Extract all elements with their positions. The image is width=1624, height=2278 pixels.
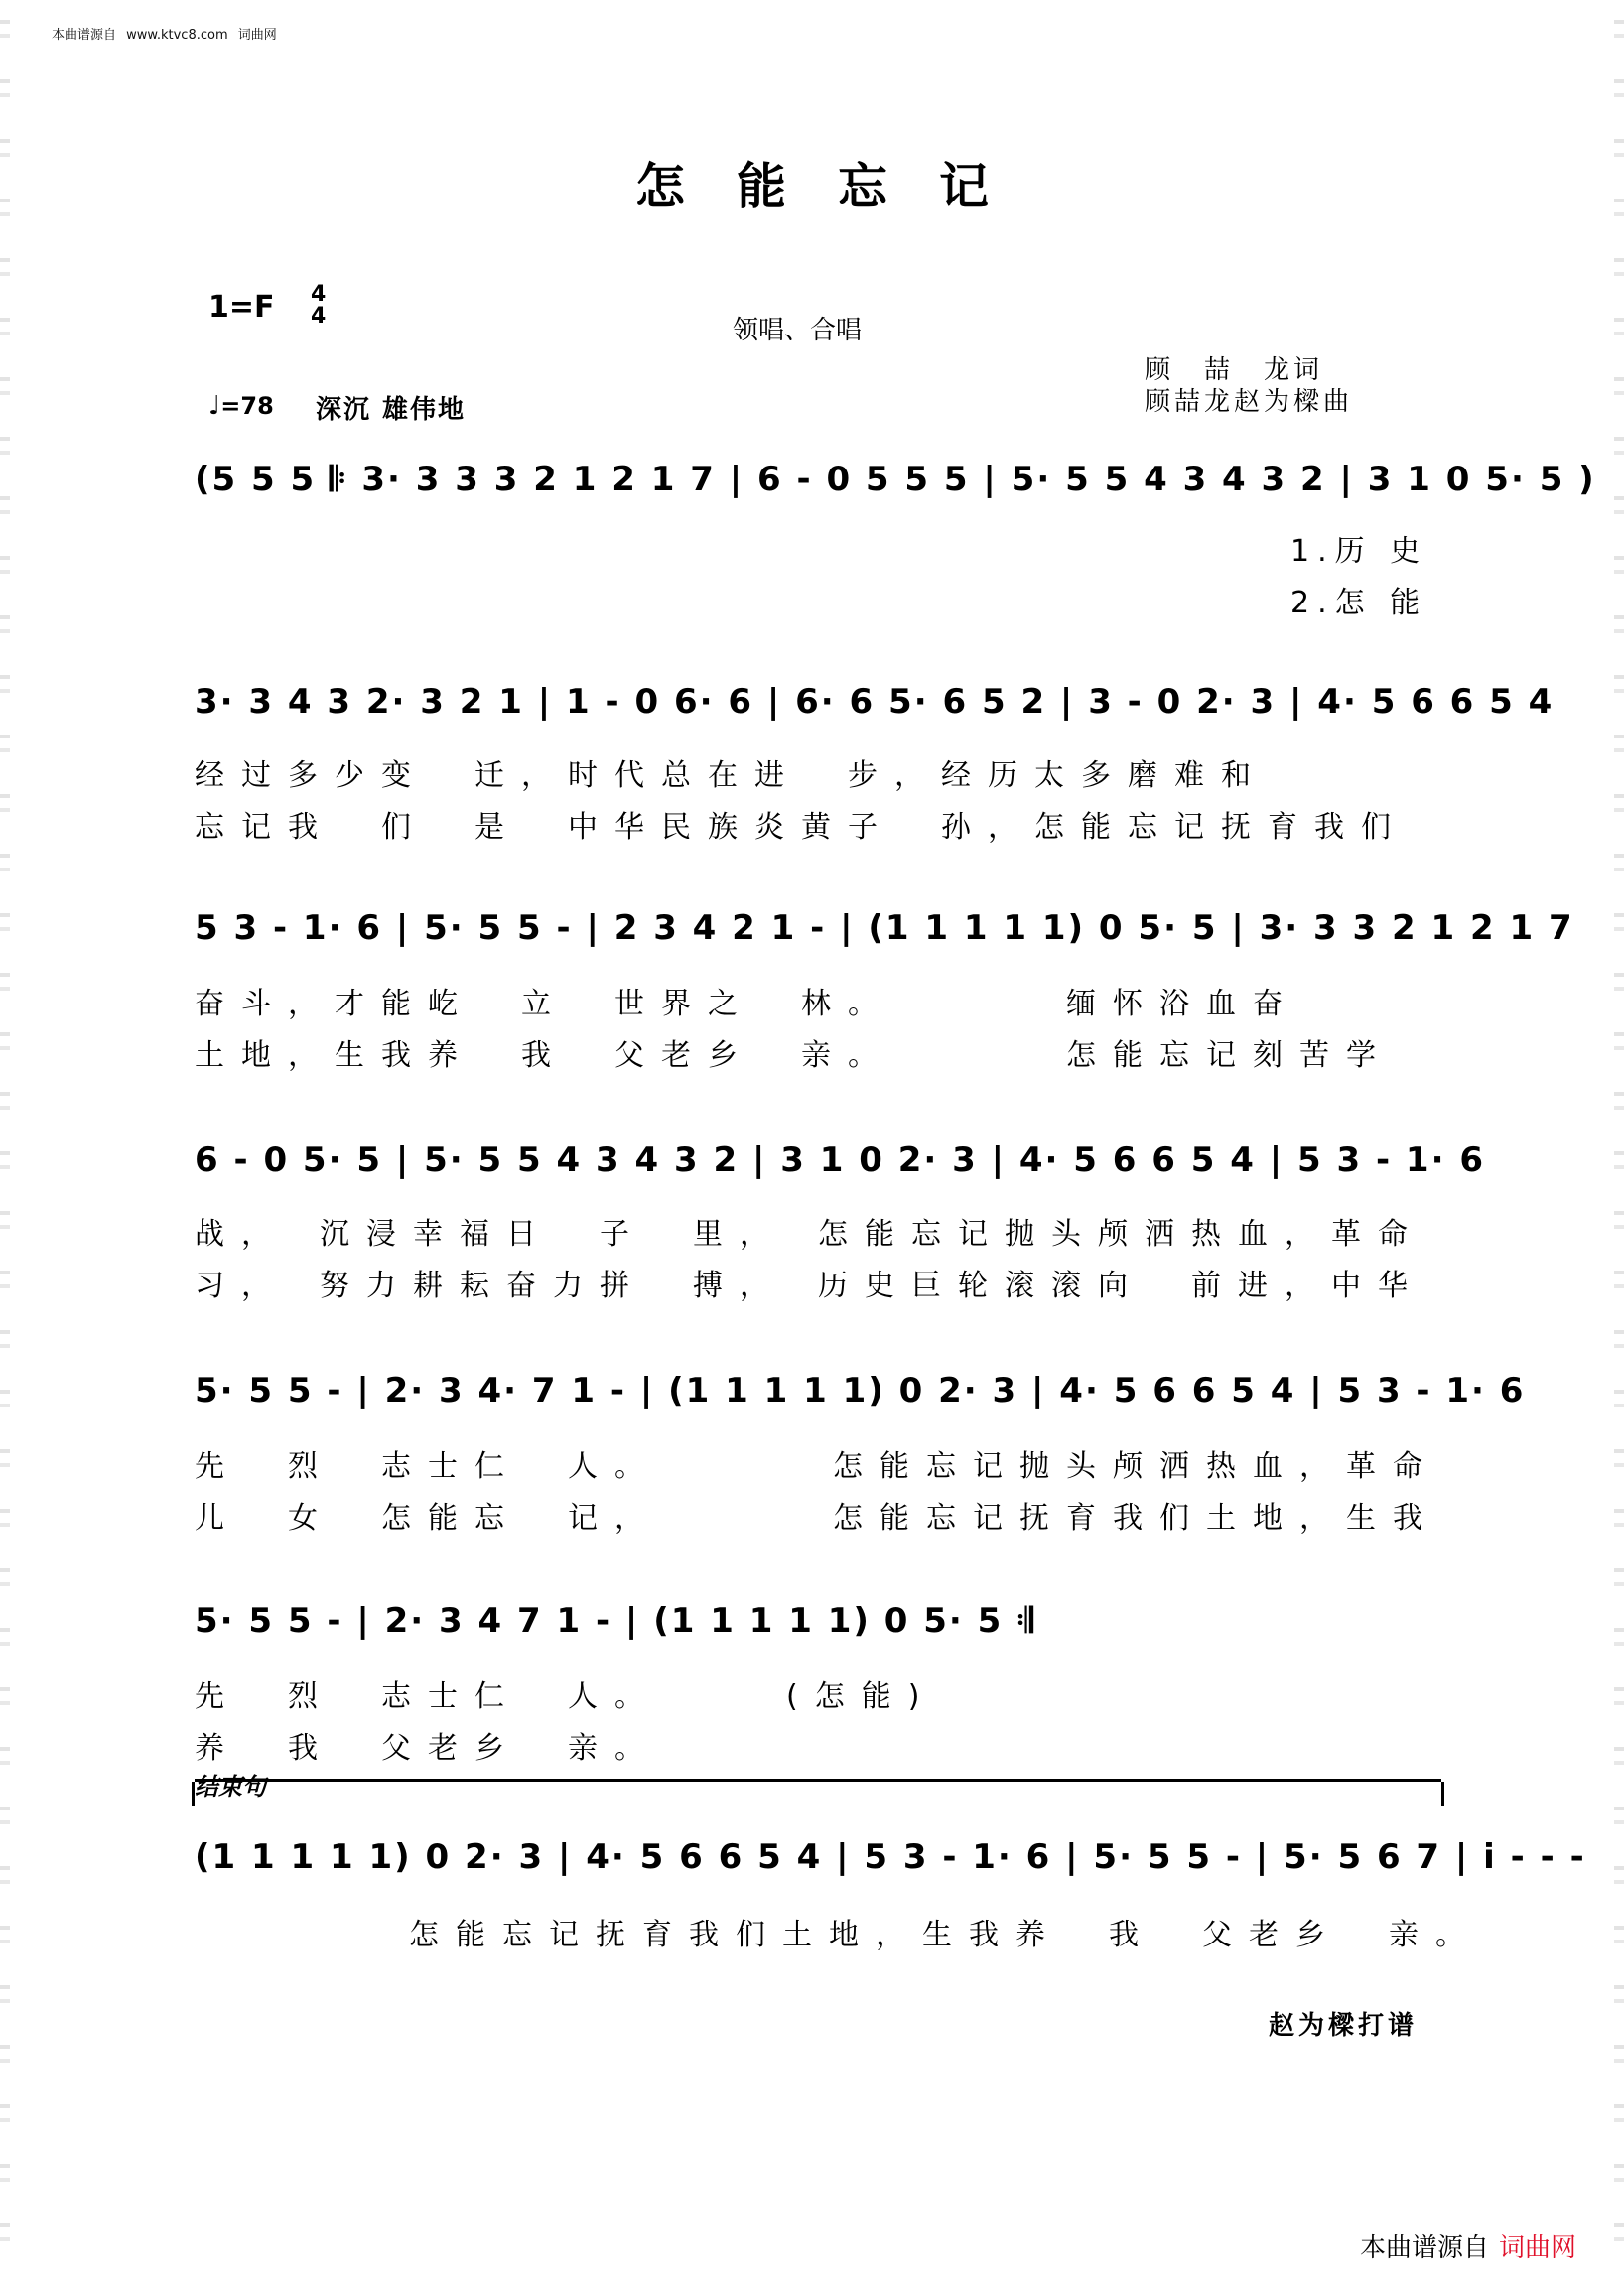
notation-system-5: 5· 5 5 - | 2· 3 4· 7 1 - | (1 1 1 1 1) 0 2· 3 | 4· 5 6 6 5 4 | 5 3 - 1· 6	[195, 1371, 1526, 1410]
lyrics-system-6-verse-1: 先 烈 志士仁 人。 (怎能)	[195, 1679, 937, 1714]
lyrics-system-6-verse-2: 养 我 父老乡 亲。	[195, 1731, 661, 1766]
lyrics-system-3-verse-1: 奋斗，才能屹 立 世界之 林。 缅怀浴血奋	[195, 987, 1299, 1021]
lyrics-system-2-verse-2: 忘记我 们 是 中华民族炎黄子 孙，怎能忘记抚育我们	[195, 810, 1408, 845]
source-url: www.ktvc8.com	[126, 28, 228, 43]
notation-system-4: 6 - 0 5· 5 | 5· 5 5 4 3 4 3 2 | 3 1 0 2· 3 | 4· 5 6 6 5 4 | 5 3 - 1· 6	[195, 1140, 1486, 1180]
tempo-marking	[208, 391, 274, 421]
source-header	[52, 24, 283, 43]
notation-system-1: (5 5 5 𝄆 3· 3 3 3 2 1 2 1 7 | 6 - 0 5 5 5 | 5· 5 5 4 3 4 3 2 | 3 1 0 5· 5 )	[195, 460, 1596, 499]
key-signature: 1=F	[208, 290, 275, 325]
time-signature	[311, 284, 326, 328]
performance-style: 领唱、合唱	[733, 316, 863, 345]
source-footer-site-link[interactable]: 词曲网	[1499, 2233, 1577, 2263]
notation-system-6: 5· 5 5 - | 2· 3 4 7 1 - | (1 1 1 1 1) 0 5· 5 𝄇	[195, 1601, 1035, 1641]
notation-coda: (1 1 1 1 1) 0 2· 3 | 4· 5 6 6 5 4 | 5 3 - 1· 6 | 5· 5 5 - | 5· 5 6 7 | i - - -	[195, 1837, 1586, 1877]
tempo-bpm: =78	[220, 392, 274, 420]
expression-marking: 深沉 雄伟地	[316, 395, 467, 425]
verse2-pickup: 2.怎 能	[1290, 586, 1428, 620]
lyrics-system-3-verse-2: 土地，生我养 我 父老乡 亲。 怎能忘记刻苦学	[195, 1038, 1393, 1073]
source-footer-label: 本曲谱源自	[1360, 2233, 1490, 2263]
coda-bracket	[195, 1779, 1441, 1806]
coda-label: 结束句	[195, 1773, 266, 1801]
composer-credit: 顾喆龙赵为樑曲	[1145, 387, 1354, 417]
lyrics-system-4-verse-2: 习， 努力耕耘奋力拼 搏， 历史巨轮滚滚向 前进，中华	[195, 1269, 1424, 1303]
lyricist-credit: 顾 喆 龙词	[1145, 355, 1324, 385]
time-signature-top: 4	[311, 282, 327, 307]
transcriber-credit: 赵为樑打谱	[1269, 2011, 1419, 2041]
lyrics-system-5-verse-2: 儿 女 怎能忘 记， 怎能忘记抚育我们土地，生我	[195, 1501, 1439, 1536]
notation-system-3: 5 3 - 1· 6 | 5· 5 5 - | 2 3 4 2 1 - | (1 1 1 1 1) 0 5· 5 | 3· 3 3 2 1 2 1 7	[195, 908, 1574, 948]
lyrics-system-4-verse-1: 战， 沉浸幸福日 子 里， 怎能忘记抛头颅洒热血，革命	[195, 1217, 1424, 1252]
source-site-name: 本曲谱源自	[52, 28, 117, 43]
right-watermark-strip	[1614, 0, 1624, 2278]
verse1-pickup: 1.历 史	[1290, 534, 1428, 569]
left-watermark-strip	[0, 0, 10, 2278]
time-signature-bottom: 4	[311, 304, 327, 329]
lyrics-system-5-verse-1: 先 烈 志士仁 人。 怎能忘记抛头颅洒热血，革命	[195, 1449, 1439, 1484]
song-title: 怎能忘记	[635, 158, 1040, 215]
quarter-note-icon: ♩	[208, 391, 221, 421]
source-site-label: 词曲网	[237, 28, 277, 43]
source-footer	[1360, 2227, 1576, 2264]
lyrics-coda: 怎能忘记抚育我们土地，生我养 我 父老乡 亲。	[409, 1918, 1482, 1952]
notation-system-2: 3· 3 4 3 2· 3 2 1 | 1 - 0 6· 6 | 6· 6 5· 6 5 2 | 3 - 0 2· 3 | 4· 5 6 6 5 4	[195, 682, 1555, 722]
lyrics-system-2-verse-1: 经过多少变 迁，时代总在进 步，经历太多磨难和	[195, 758, 1268, 793]
